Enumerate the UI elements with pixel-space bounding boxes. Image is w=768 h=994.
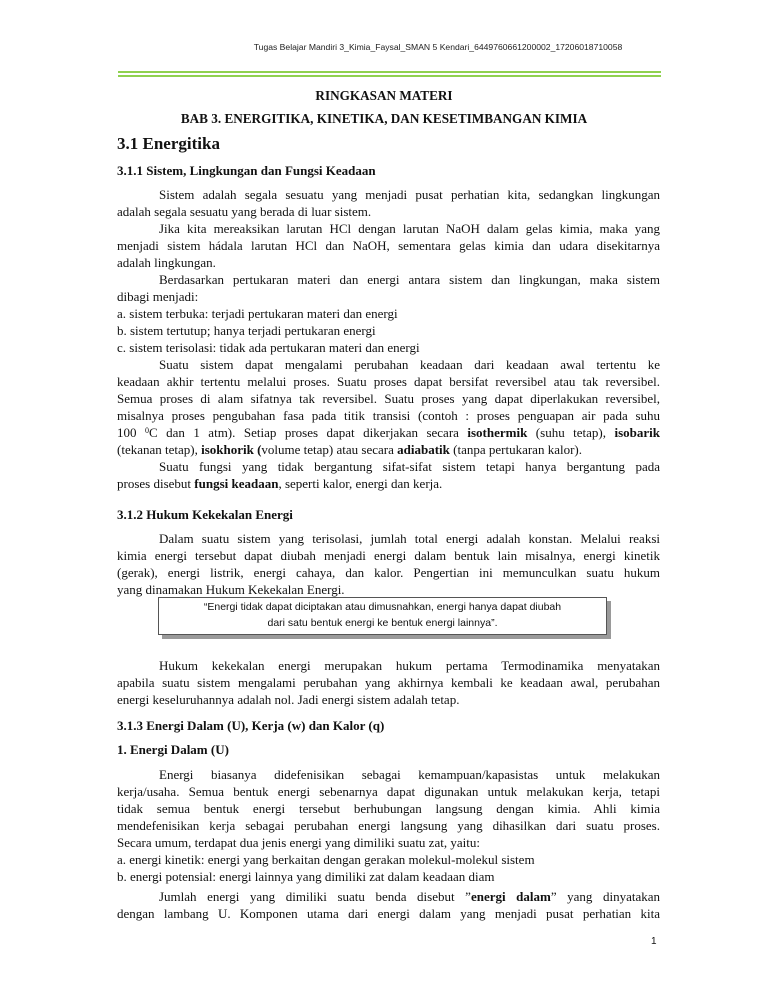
quote-line: “Energi tidak dapat diciptakan atau dimusnahkan, energi hanya dapat diubah <box>203 601 562 613</box>
paragraph-line: Dalam suatu sistem yang terisolasi, jumlah total energi adalah konstan. Melalui reaksi <box>159 531 660 546</box>
text-run: C dan 1 atm). Setiap proses dapat dikerjakan secara <box>148 425 468 440</box>
subsection-heading-3-1-2: 3.1.2 Hukum Kekekalan Energi <box>117 507 293 522</box>
paragraph-line: kerja/usaha. Semua bentuk energi sebenarnya dapat digunakan untuk melakukan kerja, tetapi <box>117 784 660 799</box>
subsection-heading-3-1-1: 3.1.1 Sistem, Lingkungan dan Fungsi Keadaan <box>117 163 376 178</box>
paragraph-line: tidak semua bentuk energi tersebut berhubungan langsung dengan kimia. Ahli kimia <box>117 801 660 816</box>
text-run: proses disebut <box>117 476 195 491</box>
text-run: (tekanan tetap), <box>117 442 202 457</box>
paragraph-line: energi keseluruhannya adalah nol. Jadi energi sistem adalah tetap. <box>117 692 460 707</box>
paragraph-line <box>117 424 660 441</box>
list-item: b. energi potensial: energi lainnya yang dimiliki zat dalam keadaan diam <box>117 869 495 884</box>
paragraph-line: dibagi menjadi: <box>117 289 199 304</box>
paragraph-line: Secara umum, terdapat dua jenis energi yang dimiliki suatu zat, yaitu: <box>117 835 480 850</box>
paragraph-line: Energi biasanya didefenisikan sebagai kemampuan/kapasistas untuk melakukan <box>159 767 660 782</box>
paragraph-line: adalah lingkungan. <box>117 255 216 270</box>
paragraph-line <box>117 441 660 458</box>
paragraph-line: dengan lambang U. Komponen utama dari energi dalam yang menjadi pusat perhatian kita <box>117 906 660 921</box>
paragraph-line: Berdasarkan pertukaran materi dan energi antara sistem dan lingkungan, maka sistem <box>159 272 660 287</box>
chapter-title: BAB 3. ENERGITIKA, KINETIKA, DAN KESETIMBANGAN KIMIA <box>180 111 588 126</box>
paragraph-line: misalnya proses pengubahan fasa pada titik transisi (contoh : proses penguapan air pada suhu <box>117 408 660 423</box>
text-run: , seperti kalor, energi dan kerja. <box>278 476 443 491</box>
paragraph-line: Hukum kekekalan energi merupakan hukum pertama Termodinamika menyatakan <box>159 658 660 673</box>
document-title: RINGKASAN MATERI <box>315 88 453 103</box>
paragraph-line: kimia energi tersebut dapat diubah menjadi energi dalam bentuk lain misalnya, energi kinetik <box>117 548 660 563</box>
paragraph-line: keadaan akhir tertentu melalui proses. Suatu proses dapat bersifat reversibel atau tak reversibel. <box>117 374 660 389</box>
text-run: 100 <box>117 425 145 440</box>
text-run: Jumlah energi yang dimiliki suatu benda disebut ” <box>159 889 471 904</box>
page-header <box>0 42 768 52</box>
paragraph-line: Semua proses di alam sifatnya tak reversibel. Suatu proses yang dapat diperlakukan reversibel, <box>117 391 660 406</box>
header-rule-bottom <box>118 75 661 77</box>
bold-term: isobarik <box>614 425 660 440</box>
superscript: 0 <box>144 426 149 435</box>
text-run: (tanpa pertukaran kalor). <box>449 442 582 457</box>
paragraph-line: mendefenisikan kerja sebagai perubahan energi langsung yang dihasilkan dari suatu proses. <box>117 818 660 833</box>
list-item: a. sistem terbuka: terjadi pertukaran materi dan energi <box>117 306 398 321</box>
bold-term: fungsi keadaan <box>194 476 279 491</box>
paragraph-line: adalah segala sesuatu yang berada di luar sistem. <box>117 204 372 219</box>
paragraph-line: apabila suatu sistem mengalami perubahan yang akhirnya kembali ke keadaan awal, perubahan <box>117 675 660 690</box>
bold-term: isokhorik ( <box>201 442 262 457</box>
list-item: b. sistem tertutup; hanya terjadi pertukaran energi <box>117 323 376 338</box>
subsection-heading-3-1-3: 3.1.3 Energi Dalam (U), Kerja (w) dan Kalor (q) <box>117 718 385 733</box>
quote-box <box>158 597 607 635</box>
bold-term: energi dalam <box>470 889 551 904</box>
list-item: c. sistem terisolasi: tidak ada pertukaran materi dan energi <box>117 340 420 355</box>
header-text: Tugas Belajar Mandiri 3_Kimia_Faysal_SMAN 5 Kendari_6449760661200002_17206018710058 <box>253 42 623 52</box>
paragraph-line <box>117 475 660 492</box>
paragraph-line: Jika kita mereaksikan larutan HCl dengan larutan NaOH dalam gelas kimia, maka yang <box>159 221 660 236</box>
paragraph-line: menjadi sistem hádala larutan HCl dan NaOH, sementara gelas kimia dan udara disekitarnya <box>117 238 660 253</box>
item-heading-energi-dalam: 1. Energi Dalam (U) <box>117 742 229 757</box>
text-run: (suhu tetap), <box>527 425 615 440</box>
quote-line: dari satu bentuk energi ke bentuk energi lainnya”. <box>267 617 498 629</box>
bold-term: adiabatik <box>397 442 450 457</box>
paragraph-line <box>117 888 660 905</box>
page-number: 1 <box>651 936 657 947</box>
header-rule-top <box>118 71 661 73</box>
section-heading-3-1: 3.1 Energitika <box>117 134 220 153</box>
paragraph-line: Sistem adalah segala sesuatu yang menjadi pusat perhatian kita, sedangkan lingkungan <box>159 187 660 202</box>
bold-term: isothermik <box>467 425 528 440</box>
paragraph-line: Suatu sistem dapat mengalami perubahan keadaan dari keadaan awal tertentu ke <box>159 357 660 372</box>
paragraph-line: Suatu fungsi yang tidak bergantung sifat-sifat sistem tetapi hanya bergantung pada <box>159 459 660 474</box>
text-run: ” yang dinyatakan <box>550 889 661 904</box>
paragraph-line: yang dinamakan Hukum Kekekalan Energi. <box>117 582 345 597</box>
text-run: volume tetap) atau secara <box>261 442 398 457</box>
paragraph-line: (gerak), energi listrik, energi cahaya, dan kalor. Pengertian ini memunculkan suatu hukum <box>117 565 660 580</box>
list-item: a. energi kinetik: energi yang berkaitan dengan gerakan molekul-molekul sistem <box>117 852 535 867</box>
